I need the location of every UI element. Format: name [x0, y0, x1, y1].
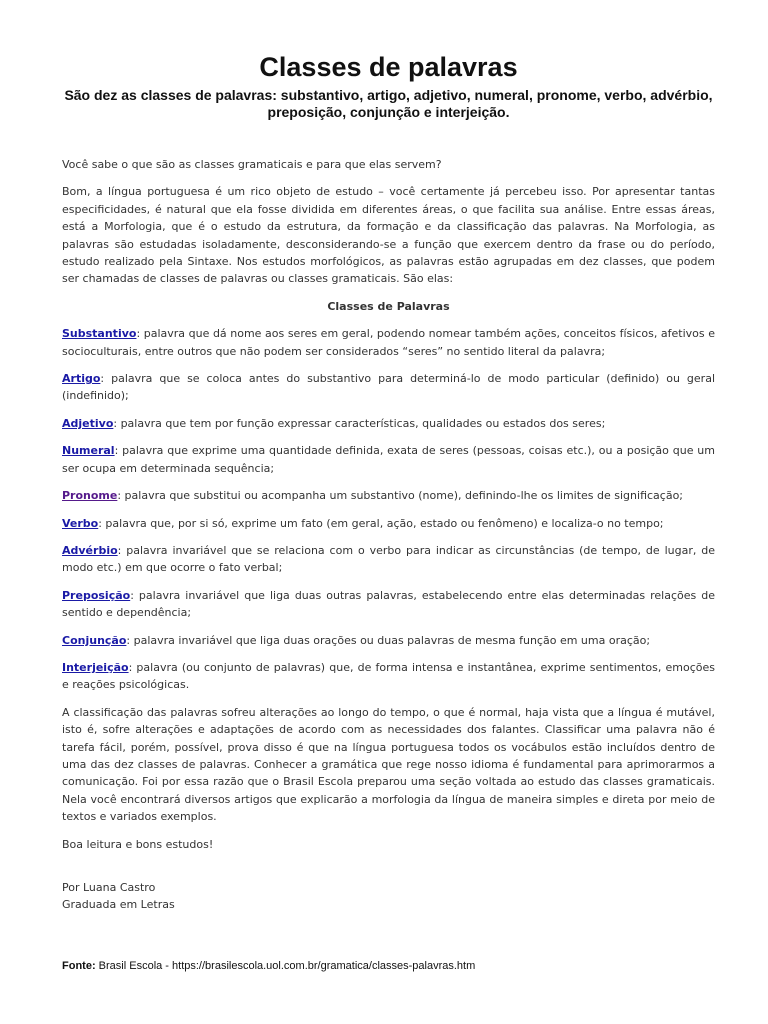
author-credential: Graduada em Letras: [62, 898, 175, 912]
class-item-numeral: [62, 442, 715, 477]
definition-numeral: : palavra que exprime uma quantidade definida, exata de seres (pessoas, coisas etc.), ou a posição que um ser ocupa em determinada sequência;: [62, 444, 715, 475]
link-artigo[interactable]: Artigo: [62, 372, 101, 386]
source-text: Brasil Escola - https://brasilescola.uol.com.br/gramatica/classes-palavras.htm: [98, 959, 476, 972]
page-title: Classes de palavras: [259, 52, 518, 82]
author-name: Por Luana Castro: [62, 881, 156, 894]
link-interjeicao[interactable]: Interjeição: [62, 660, 129, 674]
class-item-interjeicao: [62, 659, 715, 694]
class-item-conjuncao: [62, 632, 715, 649]
definition-artigo: : palavra que se coloca antes do substantivo para determiná-lo de modo particular (definido) ou geral (indefinido);: [62, 372, 715, 403]
class-item-adverbio: [62, 542, 715, 577]
link-pronome[interactable]: Pronome: [62, 489, 118, 503]
class-item-preposicao: [62, 587, 715, 622]
link-numeral[interactable]: Numeral: [62, 444, 115, 458]
link-substantivo[interactable]: Substantivo: [62, 327, 137, 341]
definition-interjeicao: : palavra (ou conjunto de palavras) que, de forma intensa e instantânea, exprime sentimentos, emoções e reações psicológicas.: [62, 660, 715, 692]
document-page: [62, 0, 715, 975]
class-item-artigo: [62, 370, 715, 405]
definition-preposicao: : palavra invariável que liga duas outras palavras, estabelecendo entre elas determinadas relações de sentido e dependência;: [62, 588, 715, 620]
link-verbo[interactable]: Verbo: [62, 516, 99, 530]
definition-verbo: : palavra que, por si só, exprime um fato (em geral, ação, estado ou fenômeno) e localiza-o no tempo;: [98, 516, 664, 530]
link-adverbio[interactable]: Advérbio: [62, 543, 118, 557]
intro-paragraph: Bom, a língua portuguesa é um rico objeto de estudo – você certamente já percebeu isso. Por apresentar tantas especificidades, é natural que ela fosse dividida em diferentes áreas, o que facilita sua análise. Entre essas áreas, está a Morfologia, que é o estudo da estrutura, da formação e da classificação das palavras. Na Morfologia, as palavras são estudadas isoladamente, desconsiderando-se a função que exercem dentro da frase ou do período, estudo realizado pela Sintaxe. Nos estudos morfológicos, as palavras estão agrupadas em dez classes, que podem ser chamadas de classes de palavras ou classes gramaticais. São elas:: [62, 185, 715, 286]
definition-pronome: : palavra que substitui ou acompanha um substantivo (nome), definindo-lhe os limites de significação;: [117, 489, 684, 503]
section-heading: Classes de Palavras: [327, 299, 450, 313]
definition-adjetivo: : palavra que tem por função expressar características, qualidades ou estados dos seres;: [113, 416, 606, 430]
farewell-text: Boa leitura e bons estudos!: [62, 837, 214, 851]
class-item-verbo: [62, 515, 715, 532]
source-label: Fonte:: [62, 959, 96, 972]
link-conjuncao[interactable]: Conjunção: [62, 633, 127, 647]
class-item-adjetivo: [62, 415, 715, 432]
definition-substantivo: : palavra que dá nome aos seres em geral, podendo nomear também ações, conceitos físicos, afetivos e socioculturais, entre outros que não podem ser considerados “seres” no sentido literal da palavra;: [62, 327, 715, 358]
class-item-substantivo: [62, 325, 715, 360]
class-item-pronome: [62, 487, 715, 504]
link-adjetivo[interactable]: Adjetivo: [62, 416, 114, 430]
intro-question: Você sabe o que são as classes gramaticais e para que elas servem?: [62, 158, 442, 171]
closing-paragraph: A classificação das palavras sofreu alterações ao longo do tempo, o que é normal, haja vista que a língua é mutável, isto é, sofre alterações e adaptações de acordo com as necessidades dos falantes. Classificar uma palavra não é tarefa fácil, porém, possível, prova disso é que na língua portuguesa todos os vocábulos estão incluídos dentro de uma das dez classes de palavras. Conhecer a gramática que rege nosso idioma é fundamental para aprimorarmos a comunicação. Foi por essa razão que o Brasil Escola preparou uma seção voltada ao estudo das classes gramaticais. Nela você encontrará diversos artigos que explicarão a morfologia da língua de maneira simples e direta por meio de textos e variados exemplos.: [62, 705, 715, 824]
definition-adverbio: : palavra invariável que se relaciona com o verbo para indicar as circunstâncias (de tempo, de lugar, de modo etc.) em que ocorre o fato verbal;: [62, 543, 715, 575]
page-subtitle: São dez as classes de palavras: substantivo, artigo, adjetivo, numeral, pronome, verbo, advérbio, preposição, conjunção e interjeição.: [64, 87, 713, 120]
source-line: [62, 958, 715, 975]
definition-conjuncao: : palavra invariável que liga duas orações ou duas palavras de mesma função em uma oração;: [126, 633, 651, 647]
link-preposicao[interactable]: Preposição: [62, 588, 131, 602]
